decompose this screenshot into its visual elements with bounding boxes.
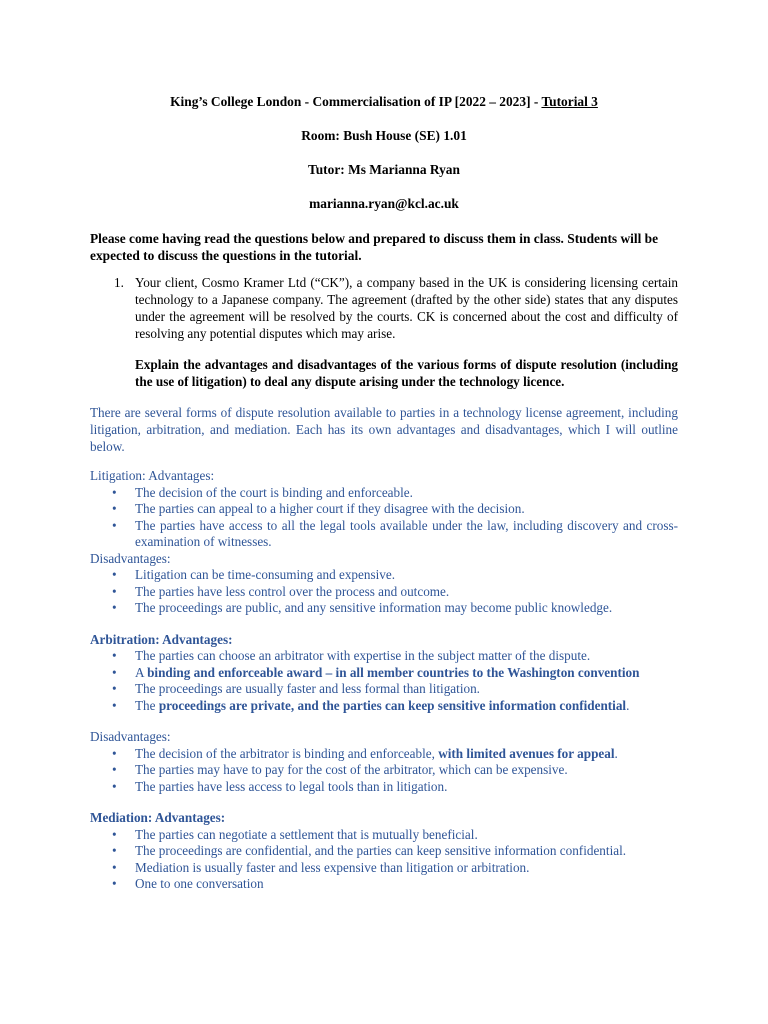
- list-item: • The proceedings are confidential, and the parties can keep sensitive information confidential.: [90, 843, 678, 860]
- arbitration-section: [90, 632, 678, 796]
- list-item: • The parties may have to pay for the cost of the arbitrator, which can be expensive.: [90, 762, 678, 779]
- instructions: Please come having read the questions below and prepared to discuss them in class. Students will be expected to discuss the questions in the tutorial.: [90, 231, 659, 263]
- mediation-advantages-title: Mediation: Advantages:: [90, 810, 226, 826]
- list-item-emphasis: proceedings are private, and the parties can keep sensitive information confidential: [158, 697, 627, 713]
- question-scenario: Your client, Cosmo Kramer Ltd (“CK”), a company based in the UK is considering licensing certain technology to a Japanese company. The agreement (drafted by the other side) states that any disputes under the agreement will be resolved by the courts. CK is concerned about the cost and difficulty of resolving any potential disputes which may arise.: [135, 275, 678, 341]
- list-item: • The parties can choose an arbitrator with expertise in the subject matter of the dispute.: [90, 648, 678, 665]
- litigation-advantages-title: Litigation: Advantages:: [90, 468, 215, 484]
- list-item: • The parties have less access to legal tools than in litigation.: [90, 779, 678, 796]
- list-item: • The decision of the court is binding and enforceable.: [90, 485, 678, 502]
- question-number: 1.: [114, 275, 124, 290]
- list-item: • The parties can appeal to a higher court if they disagree with the decision.: [90, 501, 678, 518]
- course-title: [90, 0, 678, 110]
- list-item-text: The decision of the arbitrator is binding and enforceable,: [135, 745, 439, 761]
- list-item: • The parties can negotiate a settlement that is mutually beneficial.: [90, 827, 678, 844]
- arbitration-disadvantages-list: [90, 746, 678, 796]
- arbitration-advantages-title: Arbitration: Advantages:: [90, 631, 233, 647]
- course-title-text: King’s College London - Commercialisation of IP [2022 – 2023] -: [170, 94, 542, 109]
- list-item: • The parties have less control over the process and outcome.: [90, 584, 678, 601]
- list-item-emphasis: with limited avenues for appeal: [438, 745, 615, 761]
- list-item: • The proceedings are usually faster and less formal than litigation.: [90, 681, 678, 698]
- arbitration-disadvantages-title: Disadvantages:: [90, 729, 171, 745]
- question-task: Explain the advantages and disadvantages of the various forms of dispute resolution (including the use of litigation) to deal any dispute arising under the technology licence.: [135, 357, 678, 389]
- list-item: • The proceedings are public, and any sensitive information may become public knowledge.: [90, 600, 678, 617]
- tutor-line: Tutor: Ms Marianna Ryan: [308, 162, 460, 177]
- answer: [90, 404, 678, 893]
- litigation-disadvantages-title: Disadvantages:: [90, 550, 171, 566]
- mediation-section: [90, 810, 678, 893]
- list-item: • One to one conversation: [90, 876, 678, 893]
- room-line: Room: Bush House (SE) 1.01: [301, 128, 467, 143]
- list-item: [90, 665, 678, 682]
- answer-intro: There are several forms of dispute resolution available to parties in a technology license agreement, including litigation, arbitration, and mediation. Each has its own advantages and disadvantages, which I will outline below.: [90, 405, 678, 454]
- list-item-emphasis: binding and enforceable award – in all member countries to the Washington convention: [147, 664, 640, 680]
- litigation-disadvantages-list: [90, 567, 678, 617]
- mediation-advantages-list: [90, 827, 678, 893]
- tutorial-label: Tutorial 3: [541, 94, 598, 109]
- list-item: [90, 698, 678, 715]
- question-body: [135, 274, 678, 390]
- question-1: [90, 274, 678, 390]
- list-item-text: .: [614, 745, 618, 761]
- list-item-text: A: [135, 664, 148, 680]
- list-item: • Litigation can be time-consuming and expensive.: [90, 567, 678, 584]
- list-item: [90, 746, 678, 763]
- list-item-text: The: [135, 697, 159, 713]
- litigation-advantages-list: [90, 485, 678, 551]
- tutor-email: marianna.ryan@kcl.ac.uk: [309, 196, 459, 211]
- list-item: • The parties have access to all the legal tools available under the law, including discovery and cross-examination of witnesses.: [90, 518, 678, 551]
- list-item: • Mediation is usually faster and less expensive than litigation or arbitration.: [90, 860, 678, 877]
- arbitration-advantages-list: [90, 648, 678, 714]
- litigation-section: [90, 468, 678, 617]
- list-item-text: .: [626, 697, 630, 713]
